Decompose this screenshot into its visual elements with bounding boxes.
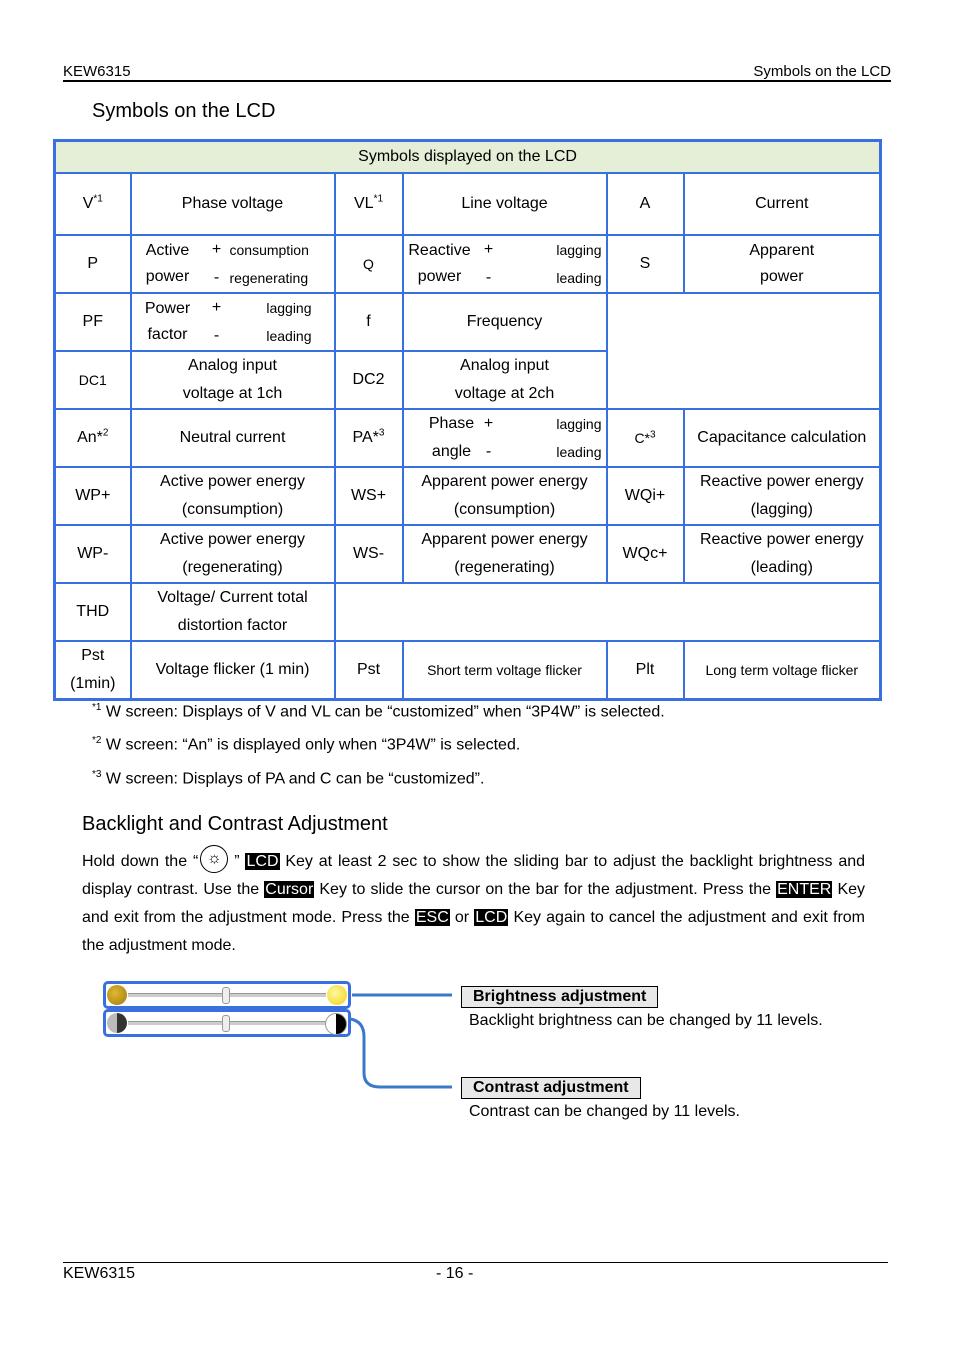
description-cell: Apparent power energy (regenerating) [403, 525, 607, 583]
description-cell: Active power energy (regenerating) [131, 525, 335, 583]
description-cell: Phase angle + lagging - leading [403, 409, 607, 467]
description-cell: Active power + consumption - regenerating [131, 235, 335, 293]
symbol-cell: C*$^3$ [607, 409, 684, 467]
symbol-cell: WP- [55, 525, 131, 583]
symbol-cell: DC1 [55, 351, 131, 409]
brightness-cursor[interactable] [222, 987, 230, 1004]
empty-cell [607, 293, 881, 409]
table-caption: Symbols displayed on the LCD [55, 141, 881, 174]
symbol-cell: WS+ [335, 467, 403, 525]
description-cell: Short term voltage flicker [403, 641, 607, 700]
symbol-cell: WP+ [55, 467, 131, 525]
description-cell: Frequency [403, 293, 607, 351]
description-cell: Line voltage [403, 173, 607, 235]
sun-icon [200, 845, 228, 873]
description-cell: Voltage flicker (1 min) [131, 641, 335, 700]
section-title-symbols: Symbols on the LCD [92, 100, 276, 122]
symbol-cell: S [607, 235, 684, 293]
symbol-cell: THD [55, 583, 131, 641]
footnote-1: $^{*1}$ W screen: Displays of V and VL can be “customized” when “3P4W” is selected. [92, 702, 665, 721]
brightness-slider[interactable] [103, 981, 351, 1009]
description-cell: Capacitance calculation [684, 409, 881, 467]
symbol-cell: Pst (1min) [55, 641, 131, 700]
symbol-cell: An*$^2$ [55, 409, 131, 467]
symbol-cell: Pst [335, 641, 403, 700]
symbol-cell: PA*$^3$ [335, 409, 403, 467]
description-cell: Active power energy (consumption) [131, 467, 335, 525]
header-rule [63, 80, 891, 82]
section-title-backlight: Backlight and Contrast Adjustment [82, 813, 388, 835]
brightness-description: Backlight brightness can be changed by 11 levels. [469, 1012, 823, 1029]
symbols-table [53, 139, 882, 701]
symbol-cell: WQi+ [607, 467, 684, 525]
description-cell: Reactive power + lagging - leading [403, 235, 607, 293]
description-cell: Power factor + lagging - leading [131, 293, 335, 351]
dim-bulb-icon [107, 985, 127, 1005]
symbol-cell: $V^{*1}$ [55, 173, 131, 235]
symbol-cell: WS- [335, 525, 403, 583]
description-cell: Apparent power energy (consumption) [403, 467, 607, 525]
low-contrast-icon [107, 1013, 127, 1033]
symbol-cell: DC2 [335, 351, 403, 409]
description-cell: Phase voltage [131, 173, 335, 235]
description-cell: Apparent power [684, 235, 881, 293]
empty-cell [335, 583, 881, 641]
description-cell: Analog input voltage at 1ch [131, 351, 335, 409]
esc-key: ESC [415, 909, 449, 926]
callout-lines [340, 985, 470, 1095]
description-cell: Long term voltage flicker [684, 641, 881, 700]
description-cell: Current [684, 173, 881, 235]
footer-rule [63, 1262, 888, 1263]
header-section: Symbols on the LCD [753, 63, 891, 80]
description-cell: Reactive power energy (lagging) [684, 467, 881, 525]
contrast-description: Contrast can be changed by 11 levels. [469, 1103, 740, 1120]
contrast-cursor[interactable] [222, 1015, 230, 1032]
symbol-cell: VL$^{*1}$ [335, 173, 403, 235]
page-number: - 16 - [436, 1265, 474, 1282]
backlight-instructions: Hold down the “☼ ” LCD Key at least 2 sec to show the sliding bar to adjust the backlight brightness and display contrast. Use the Cursor Key to slide the cursor on the bar for the adjustment. Press the ENTER Key and exit from the adjustment mode. Press the ESC or LCD Key again to cancel the adjustment and exit from the adjustment mode. [82, 845, 865, 960]
symbol-cell: PF [55, 293, 131, 351]
symbol-cell: WQc+ [607, 525, 684, 583]
header-model: KEW6315 [63, 63, 131, 80]
cursor-key: Cursor [265, 881, 314, 898]
symbol-cell: f [335, 293, 403, 351]
symbol-cell: Q [335, 235, 403, 293]
description-cell: Neutral current [131, 409, 335, 467]
symbol-cell: Plt [607, 641, 684, 700]
brightness-label: Brightness adjustment [461, 986, 658, 1008]
footer-model: KEW6315 [63, 1265, 136, 1282]
symbol-cell: A [607, 173, 684, 235]
description-cell: Voltage/ Current total distortion factor [131, 583, 335, 641]
enter-key: ENTER [777, 881, 832, 898]
symbol-cell: P [55, 235, 131, 293]
footnote-3: $^{*3}$ W screen: Displays of PA and C can be “customized”. [92, 769, 485, 788]
description-cell: Reactive power energy (leading) [684, 525, 881, 583]
lcd-key: LCD [246, 853, 279, 870]
description-cell: Analog input voltage at 2ch [403, 351, 607, 409]
footnote-2: $^{*2}$ W screen: “An” is displayed only when “3P4W” is selected. [92, 735, 521, 754]
contrast-label: Contrast adjustment [461, 1077, 641, 1099]
contrast-slider[interactable] [103, 1009, 351, 1037]
lcd-key: LCD [475, 909, 508, 926]
